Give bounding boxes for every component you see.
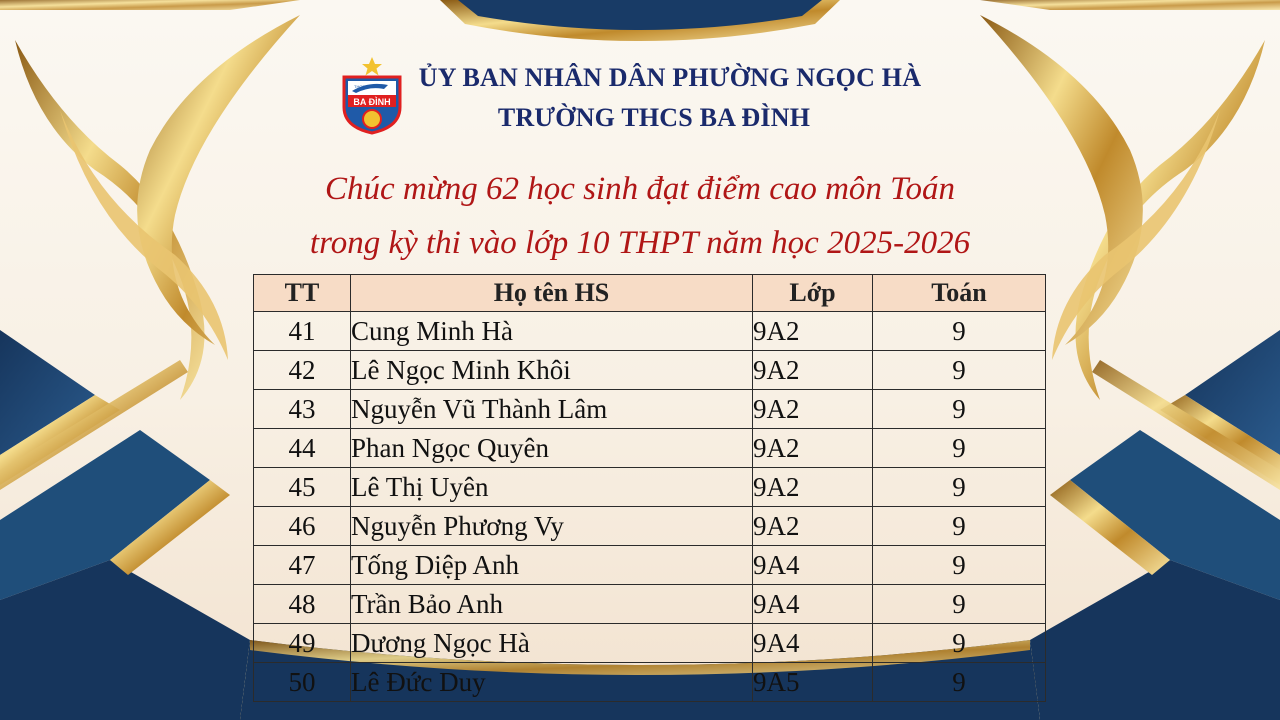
student-class: 9A4 bbox=[753, 624, 873, 663]
student-name: Phan Ngọc Quyên bbox=[351, 429, 753, 468]
row-number: 44 bbox=[254, 429, 351, 468]
student-name: Dương Ngọc Hà bbox=[351, 624, 753, 663]
row-number: 50 bbox=[254, 663, 351, 702]
school-name: TRƯỜNG THCS BA ĐÌNH bbox=[497, 103, 811, 132]
table-row bbox=[254, 663, 1046, 702]
student-class: 9A5 bbox=[753, 663, 873, 702]
congrats-title-line1: Chúc mừng 62 học sinh đạt điểm cao môn Toán bbox=[324, 171, 955, 207]
table-row bbox=[254, 507, 1046, 546]
table-row bbox=[254, 546, 1046, 585]
student-class: 9A2 bbox=[753, 351, 873, 390]
math-score: 9 bbox=[873, 663, 1046, 702]
row-number: 45 bbox=[254, 468, 351, 507]
student-class: 9A4 bbox=[753, 546, 873, 585]
student-class: 9A2 bbox=[753, 429, 873, 468]
student-class: 9A2 bbox=[753, 507, 873, 546]
table-row bbox=[254, 429, 1046, 468]
student-name: Nguyễn Phương Vy bbox=[351, 507, 753, 546]
logo-small-text: THCS bbox=[354, 84, 365, 89]
student-name: Lê Ngọc Minh Khôi bbox=[351, 351, 753, 390]
table-row bbox=[254, 390, 1046, 429]
student-name: Cung Minh Hà bbox=[351, 312, 753, 351]
table-row bbox=[254, 351, 1046, 390]
student-score-table bbox=[253, 274, 1046, 702]
row-number: 49 bbox=[254, 624, 351, 663]
header-tt: TT bbox=[254, 275, 351, 312]
logo-text: BA ĐÌNH bbox=[353, 97, 391, 107]
math-score: 9 bbox=[873, 429, 1046, 468]
student-class: 9A2 bbox=[753, 468, 873, 507]
row-number: 41 bbox=[254, 312, 351, 351]
row-number: 42 bbox=[254, 351, 351, 390]
student-name: Trần Bảo Anh bbox=[351, 585, 753, 624]
table-header-row bbox=[254, 275, 1046, 312]
header-math-score: Toán bbox=[873, 275, 1046, 312]
math-score: 9 bbox=[873, 312, 1046, 351]
table-row bbox=[254, 624, 1046, 663]
math-score: 9 bbox=[873, 351, 1046, 390]
student-name: Nguyễn Vũ Thành Lâm bbox=[351, 390, 753, 429]
row-number: 48 bbox=[254, 585, 351, 624]
row-number: 43 bbox=[254, 390, 351, 429]
table-row bbox=[254, 468, 1046, 507]
student-name: Tống Diệp Anh bbox=[351, 546, 753, 585]
student-class: 9A2 bbox=[753, 390, 873, 429]
math-score: 9 bbox=[873, 507, 1046, 546]
row-number: 46 bbox=[254, 507, 351, 546]
math-score: 9 bbox=[873, 546, 1046, 585]
math-score: 9 bbox=[873, 585, 1046, 624]
math-score: 9 bbox=[873, 624, 1046, 663]
math-score: 9 bbox=[873, 468, 1046, 507]
congrats-title-line2: trong kỳ thi vào lớp 10 THPT năm học 2025-2026 bbox=[309, 225, 971, 261]
student-name: Lê Thị Uyên bbox=[351, 468, 753, 507]
table-row bbox=[254, 312, 1046, 351]
header-name: Họ tên HS bbox=[351, 275, 753, 312]
org-name: ỦY BAN NHÂN DÂN PHƯỜNG NGỌC HÀ bbox=[418, 63, 922, 92]
student-class: 9A4 bbox=[753, 585, 873, 624]
student-class: 9A2 bbox=[753, 312, 873, 351]
row-number: 47 bbox=[254, 546, 351, 585]
student-name: Lê Đức Duy bbox=[351, 663, 753, 702]
header-class: Lớp bbox=[753, 275, 873, 312]
table-row bbox=[254, 585, 1046, 624]
math-score: 9 bbox=[873, 390, 1046, 429]
